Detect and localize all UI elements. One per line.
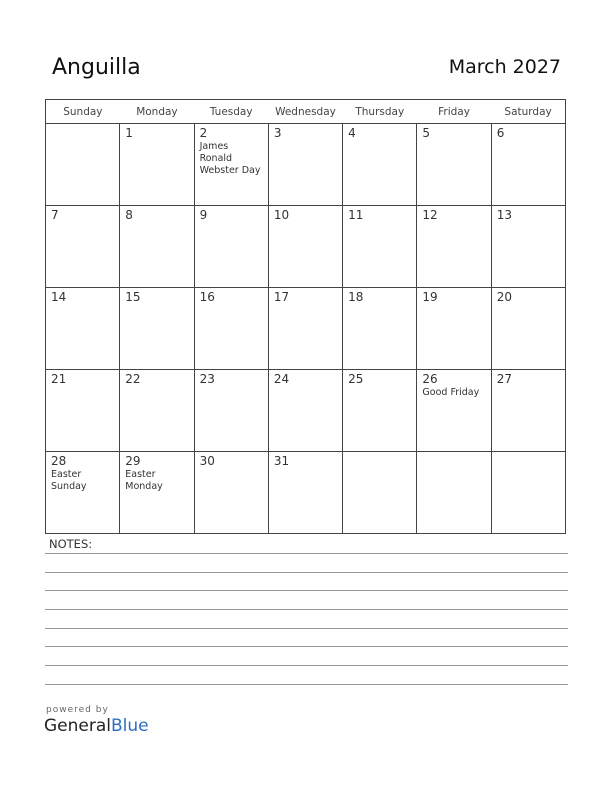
day-number: 6: [496, 126, 505, 140]
day-cell: [491, 124, 565, 206]
day-number: 10: [273, 208, 290, 222]
note-line: [45, 684, 568, 685]
week-row: [46, 288, 566, 370]
day-number: 7: [51, 208, 59, 222]
logo-blue-text: Blue: [111, 716, 149, 736]
day-cell: [343, 206, 417, 288]
weekday-header-row: [46, 100, 566, 124]
day-cell: [491, 288, 565, 370]
day-number: 27: [496, 372, 512, 386]
day-cell: [120, 452, 194, 534]
note-line: [45, 628, 568, 629]
logo-general-text: General: [44, 716, 111, 736]
day-number: 16: [199, 290, 215, 304]
day-number: 23: [199, 372, 215, 386]
note-line: [45, 572, 568, 573]
day-cell: [417, 452, 491, 534]
day-cell: [120, 288, 194, 370]
day-number: 4: [348, 126, 356, 140]
day-number: 1: [125, 126, 133, 140]
weekday-wednesday: Wednesday: [268, 100, 342, 124]
day-cell: [120, 370, 194, 452]
day-number: 30: [199, 454, 215, 468]
week-row: [46, 124, 566, 206]
day-cell: [491, 206, 565, 288]
day-cell: [343, 124, 417, 206]
day-cell: [268, 206, 342, 288]
day-number: 8: [125, 208, 133, 222]
day-cell: [194, 124, 268, 206]
weekday-friday: Friday: [417, 100, 491, 124]
day-number: 28: [51, 454, 67, 468]
weekday-thursday: Thursday: [343, 100, 417, 124]
holiday-label: Easter Monday: [125, 469, 163, 492]
day-number: 22: [125, 372, 141, 386]
weekday-sunday: Sunday: [46, 100, 120, 124]
notes-label: NOTES:: [49, 537, 93, 551]
week-row: [46, 370, 566, 452]
week-row: [46, 452, 566, 534]
holiday-label: James Ronald Webster Day: [199, 141, 261, 176]
day-number: 9: [199, 208, 208, 222]
country-title: Anguilla: [52, 55, 141, 80]
day-number: 25: [348, 372, 364, 386]
day-number: 12: [422, 208, 438, 222]
day-number: 11: [348, 208, 364, 222]
month-title: March 2027: [448, 56, 561, 78]
weekday-monday: Monday: [120, 100, 194, 124]
generalblue-logo[interactable]: [44, 716, 149, 736]
day-cell: [417, 124, 491, 206]
day-cell: [120, 206, 194, 288]
day-number: 21: [51, 372, 67, 386]
day-cell: [46, 124, 120, 206]
day-cell: [46, 370, 120, 452]
calendar-grid: [45, 99, 566, 534]
day-cell: [268, 370, 342, 452]
day-cell: [46, 452, 120, 534]
holiday-label: Easter Sunday: [51, 469, 87, 492]
week-row: [46, 206, 566, 288]
note-line: [45, 609, 568, 610]
day-cell: [343, 370, 417, 452]
weekday-tuesday: Tuesday: [194, 100, 268, 124]
day-number: 19: [422, 290, 438, 304]
day-cell: [194, 206, 268, 288]
day-number: 5: [422, 126, 431, 140]
day-cell: [46, 206, 120, 288]
day-number: 29: [125, 454, 141, 468]
day-cell: [268, 288, 342, 370]
day-number: 2: [199, 126, 208, 140]
weekday-saturday: Saturday: [491, 100, 565, 124]
day-cell: [417, 206, 491, 288]
day-number: 3: [273, 126, 282, 140]
day-number: 18: [348, 290, 364, 304]
day-cell: [194, 452, 268, 534]
day-cell: [194, 288, 268, 370]
day-number: 24: [273, 372, 290, 386]
day-cell: [268, 124, 342, 206]
day-cell: [491, 452, 565, 534]
day-cell: [417, 288, 491, 370]
day-number: 14: [51, 290, 67, 304]
day-cell: [343, 288, 417, 370]
day-cell: [268, 452, 342, 534]
note-line: [45, 646, 568, 647]
day-cell: [120, 124, 194, 206]
day-number: 31: [273, 454, 290, 468]
day-cell: [46, 288, 120, 370]
powered-by-text: powered by: [46, 705, 109, 715]
day-number: 13: [496, 208, 512, 222]
note-line: [45, 665, 568, 666]
day-cell: [343, 452, 417, 534]
day-number: 20: [496, 290, 512, 304]
note-line: [45, 553, 568, 554]
holiday-label: Good Friday: [422, 387, 480, 398]
day-number: 15: [125, 290, 141, 304]
day-cell: [491, 370, 565, 452]
day-cell: [417, 370, 491, 452]
day-number: 17: [273, 290, 290, 304]
day-number: 26: [422, 372, 438, 386]
day-cell: [194, 370, 268, 452]
note-line: [45, 590, 568, 591]
